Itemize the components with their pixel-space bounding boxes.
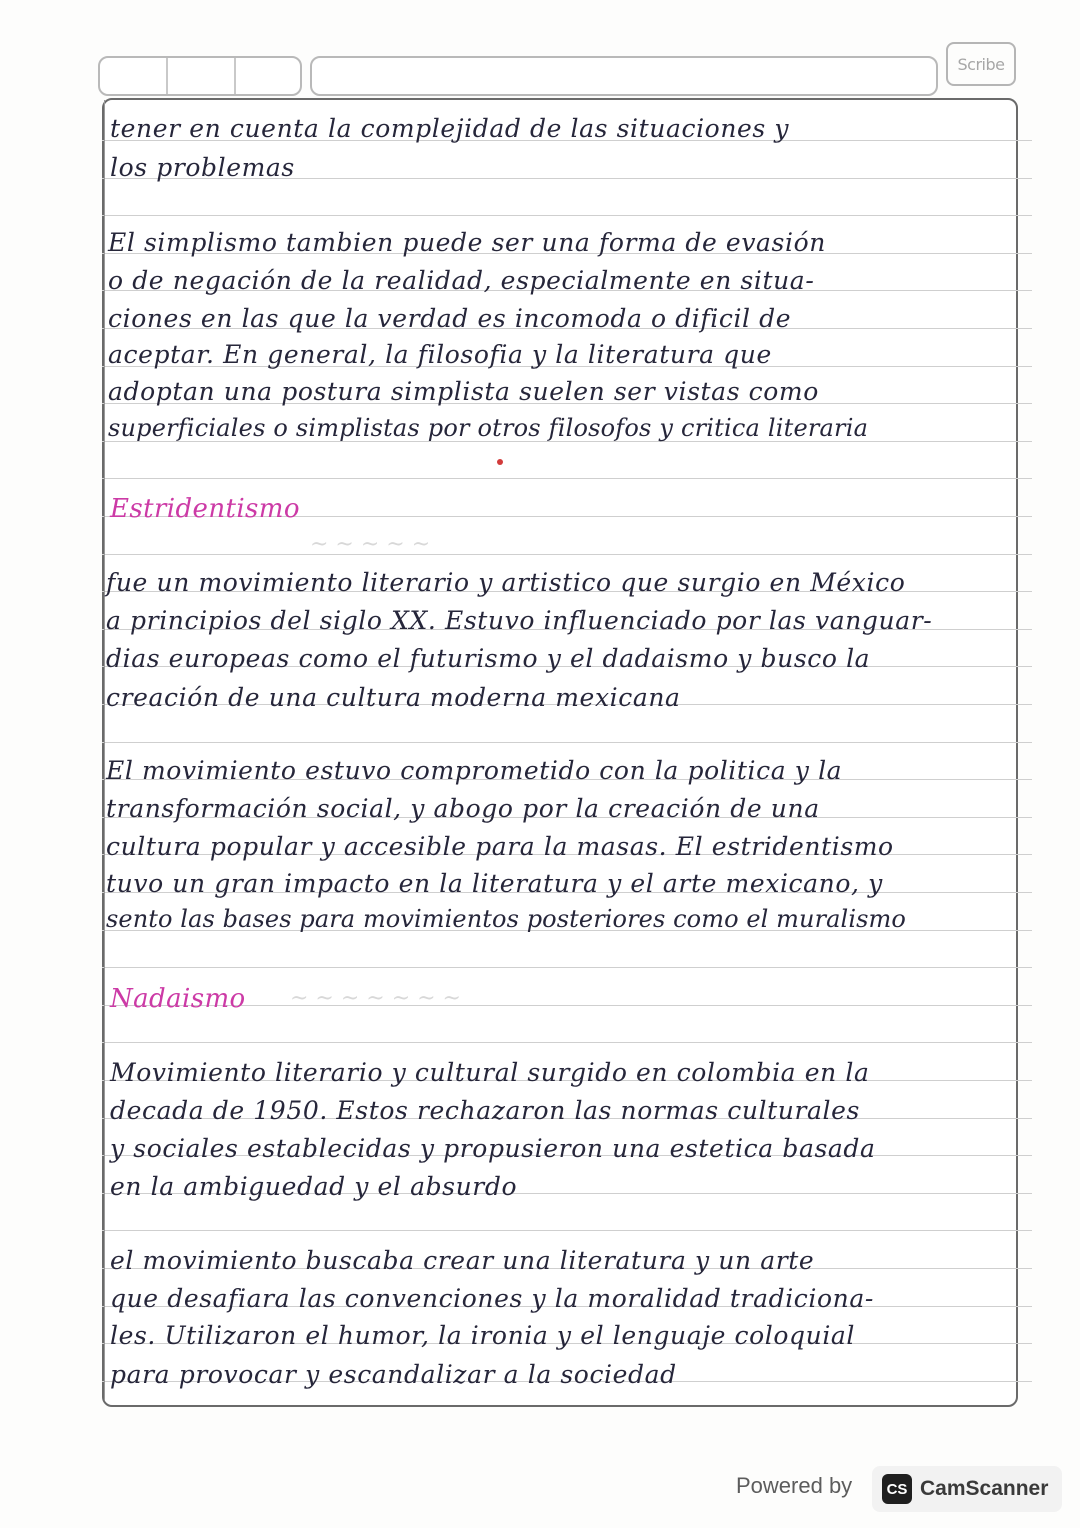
text-line: sento las bases para movimientos posteriores como el muralismo [106, 905, 906, 933]
text-line: dias europeas como el futurismo y el dadaismo y busco la [106, 644, 871, 673]
text-line: cultura popular y accesible para la masas. El estridentismo [106, 832, 894, 861]
text-line: fue un movimiento literario y artistico que surgio en México [106, 568, 906, 597]
text-line: Movimiento literario y cultural surgido en colombia en la [110, 1058, 870, 1087]
text-line: que desafiara las convenciones y la moralidad tradiciona- [110, 1284, 874, 1313]
ruled-line [102, 554, 1032, 555]
section-heading: Nadaismo [110, 984, 246, 1014]
text-line: El simplismo tambien puede ser una forma de evasión [108, 228, 826, 257]
text-line: el movimiento buscaba crear una literatura y un arte [110, 1246, 815, 1275]
text-line: decada de 1950. Estos rechazaron las normas culturales [110, 1096, 860, 1125]
text-line: creación de una cultura moderna mexicana [106, 683, 681, 712]
text-line: en la ambiguedad y el absurdo [110, 1172, 518, 1201]
text-line: los problemas [110, 153, 295, 182]
header-date-cell [166, 58, 168, 94]
text-line: adoptan una postura simplista suelen ser vistas como [108, 377, 819, 406]
header-date-cell [234, 58, 236, 94]
bleed-through: ~ ~ ~ ~ ~ [310, 532, 431, 557]
ruled-line [102, 215, 1032, 216]
powered-by-label: Powered by [736, 1473, 853, 1498]
text-line: ciones en las que la verdad es incomoda o dificil de [108, 304, 792, 333]
text-line: a principios del siglo XX. Estuvo influenciado por las vanguar- [106, 606, 933, 635]
ink-dot [497, 459, 503, 465]
header-date-boxes [98, 56, 302, 96]
camscanner-logo-icon: CS [882, 1474, 912, 1504]
text-line: transformación social, y abogo por la creación de una [106, 794, 820, 823]
camscanner-badge [872, 1466, 1062, 1512]
margin-line [104, 100, 105, 1400]
ruled-line [102, 1042, 1032, 1043]
text-line: tener en cuenta la complejidad de las situaciones y [110, 114, 790, 143]
text-line: les. Utilizaron el humor, la ironia y el lenguaje coloquial [110, 1321, 856, 1350]
camscanner-name: CamScanner [920, 1477, 1049, 1500]
text-line: aceptar. En general, la filosofia y la literatura que [108, 340, 772, 369]
ruled-line [102, 1230, 1032, 1231]
text-line: tuvo un gran impacto en la literatura y el arte mexicano, y [106, 869, 883, 898]
ruled-line [102, 478, 1032, 479]
header-title-box [310, 56, 938, 96]
ruled-line [102, 742, 1032, 743]
ruled-line [102, 967, 1032, 968]
text-line: El movimiento estuvo comprometido con la politica y la [106, 756, 843, 785]
bleed-through: ~ ~ ~ ~ ~ ~ ~ [290, 986, 461, 1011]
text-line: para provocar y escandalizar a la sociedad [110, 1360, 677, 1389]
text-line: o de negación de la realidad, especialmente en situa- [108, 266, 815, 295]
brand-label: Scribe [946, 42, 1016, 86]
text-line: superficiales o simplistas por otros filosofos y critica literaria [108, 414, 869, 442]
text-line: y sociales establecidas y propusieron una estetica basada [110, 1134, 876, 1163]
section-heading: Estridentismo [110, 494, 300, 524]
